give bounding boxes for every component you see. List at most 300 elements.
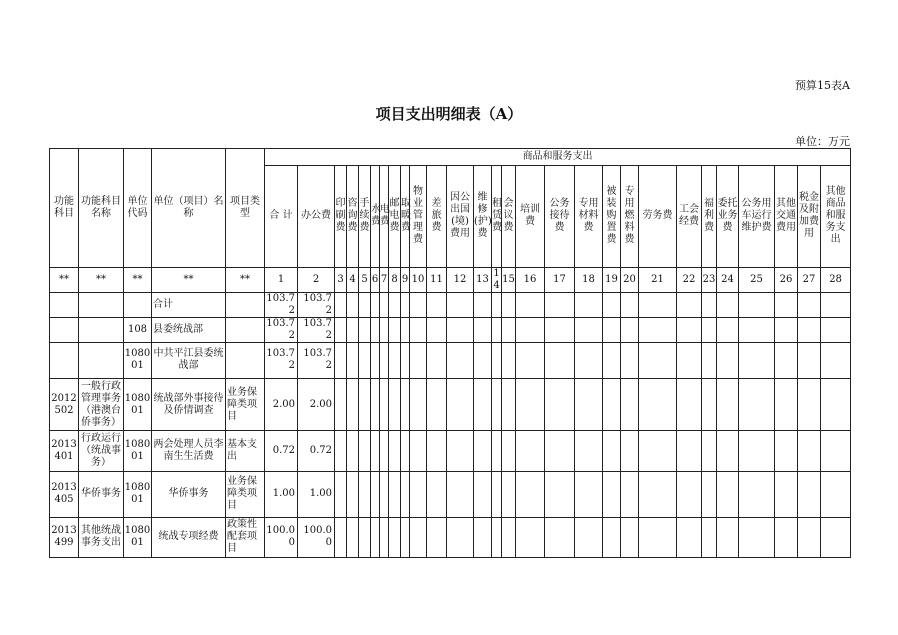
func-code-cell — [50, 317, 79, 342]
empty-cell — [359, 517, 371, 557]
empty-cell — [492, 292, 502, 317]
index-cell: 4 — [347, 267, 359, 292]
empty-cell — [401, 292, 410, 317]
func-code-cell: 2013499 — [50, 517, 79, 557]
empty-cell — [775, 471, 798, 517]
office-fee-cell: 1.00 — [298, 471, 335, 517]
empty-cell — [639, 517, 677, 557]
empty-cell — [621, 292, 639, 317]
office-fee-cell: 100.00 — [298, 517, 335, 557]
project-type-cell: 业务保障类项目 — [226, 471, 265, 517]
empty-cell — [621, 379, 639, 431]
index-cell: 2 — [298, 267, 335, 292]
empty-cell — [575, 379, 603, 431]
table-row — [50, 517, 851, 557]
empty-cell — [380, 379, 389, 431]
empty-cell — [702, 342, 717, 378]
index-cell: 16 — [516, 267, 545, 292]
empty-cell — [798, 317, 821, 342]
empty-cell — [545, 517, 575, 557]
empty-cell — [410, 292, 427, 317]
empty-cell — [639, 471, 677, 517]
table-row — [50, 431, 851, 471]
empty-cell — [371, 471, 380, 517]
empty-cell — [401, 471, 410, 517]
form-number: 预算15表A — [795, 79, 850, 92]
empty-cell — [639, 292, 677, 317]
header-unit-name: 单位（项目）名称 — [152, 149, 226, 268]
office-fee-cell: 103.72 — [298, 342, 335, 378]
empty-cell — [798, 292, 821, 317]
header-col-21: 劳务费 — [639, 166, 677, 267]
index-cell: 14 — [493, 267, 500, 291]
index-cell: ** — [50, 267, 79, 292]
unit-name-cell: 统战部外事接待及侨情调查 — [152, 379, 226, 431]
empty-cell — [359, 317, 371, 342]
empty-cell — [677, 471, 702, 517]
empty-cell — [380, 342, 389, 378]
empty-cell — [821, 471, 851, 517]
empty-cell — [516, 471, 545, 517]
empty-cell — [347, 292, 359, 317]
func-name-cell — [79, 292, 124, 317]
empty-cell — [739, 292, 775, 317]
empty-cell — [335, 342, 347, 378]
header-col-15: 会议费 — [502, 166, 516, 267]
empty-cell — [492, 317, 502, 342]
func-name-cell — [79, 342, 124, 378]
header-col-9: 取暖费 — [401, 166, 410, 267]
empty-cell — [492, 471, 502, 517]
index-cell: 8 — [389, 267, 401, 292]
total-cell: 0.72 — [265, 431, 298, 471]
empty-cell — [821, 379, 851, 431]
func-name-cell: 其他统战事务支出 — [79, 517, 124, 557]
empty-cell — [335, 471, 347, 517]
empty-cell — [380, 431, 389, 471]
empty-cell — [474, 317, 492, 342]
header-goods-services: 商品和服务支出 — [265, 149, 851, 166]
empty-cell — [427, 317, 447, 342]
index-cell: ** — [152, 267, 226, 292]
empty-cell — [639, 317, 677, 342]
empty-cell — [492, 517, 502, 557]
empty-cell — [502, 431, 516, 471]
table-row — [50, 342, 851, 378]
empty-cell — [474, 431, 492, 471]
index-cell: ** — [124, 267, 152, 292]
index-cell: 18 — [575, 267, 603, 292]
empty-cell — [702, 517, 717, 557]
empty-cell — [798, 342, 821, 378]
empty-cell — [380, 517, 389, 557]
project-type-cell — [226, 317, 265, 342]
empty-cell — [702, 317, 717, 342]
empty-cell — [739, 471, 775, 517]
empty-cell — [401, 517, 410, 557]
header-unit-code: 单位代码 — [124, 149, 152, 268]
empty-cell — [474, 471, 492, 517]
empty-cell — [347, 471, 359, 517]
empty-cell — [575, 292, 603, 317]
empty-cell — [371, 379, 380, 431]
empty-cell — [717, 317, 739, 342]
empty-cell — [575, 431, 603, 471]
empty-cell — [821, 431, 851, 471]
empty-cell — [516, 379, 545, 431]
empty-cell — [545, 471, 575, 517]
table-row — [50, 379, 851, 431]
header-col-11: 差旅费 — [427, 166, 447, 267]
empty-cell — [621, 342, 639, 378]
empty-cell — [603, 379, 621, 431]
index-cell: 28 — [821, 267, 851, 292]
header-col-28: 其他商品和服务支出 — [821, 166, 851, 267]
empty-cell — [427, 471, 447, 517]
empty-cell — [775, 292, 798, 317]
func-name-cell — [79, 317, 124, 342]
empty-cell — [447, 342, 474, 378]
empty-cell — [821, 292, 851, 317]
empty-cell — [380, 317, 389, 342]
unit-name-cell: 华侨事务 — [152, 471, 226, 517]
empty-cell — [702, 431, 717, 471]
header-col-14: 租赁费 — [492, 166, 502, 267]
empty-cell — [410, 471, 427, 517]
project-type-cell — [226, 342, 265, 378]
unit-code-cell: 108001 — [124, 517, 152, 557]
empty-cell — [702, 292, 717, 317]
unit-code-cell: 108001 — [124, 379, 152, 431]
empty-cell — [717, 379, 739, 431]
empty-cell — [639, 379, 677, 431]
unit-code-cell: 108001 — [124, 471, 152, 517]
office-fee-cell: 103.72 — [298, 292, 335, 317]
empty-cell — [603, 431, 621, 471]
empty-cell — [447, 517, 474, 557]
index-cell: 9 — [401, 267, 410, 292]
empty-cell — [621, 517, 639, 557]
office-fee-cell: 103.72 — [298, 317, 335, 342]
header-col-20: 专用燃料费 — [621, 166, 639, 267]
empty-cell — [371, 342, 380, 378]
table-row — [50, 292, 851, 317]
empty-cell — [575, 517, 603, 557]
empty-cell — [427, 431, 447, 471]
empty-cell — [821, 342, 851, 378]
empty-cell — [359, 431, 371, 471]
unit-name-cell: 中共平江县委统战部 — [152, 342, 226, 378]
expenditure-table — [49, 148, 851, 558]
empty-cell — [798, 431, 821, 471]
page-title: 项目支出明细表（A） — [375, 105, 523, 123]
empty-cell — [798, 379, 821, 431]
empty-cell — [474, 342, 492, 378]
header-col-26: 其他交通费用 — [775, 166, 798, 267]
project-type-cell: 业务保障类项目 — [226, 379, 265, 431]
empty-cell — [335, 292, 347, 317]
total-cell: 1.00 — [265, 471, 298, 517]
header-col-23: 福利费 — [702, 166, 717, 267]
total-cell: 103.72 — [265, 292, 298, 317]
empty-cell — [389, 471, 401, 517]
empty-cell — [502, 471, 516, 517]
index-cell: ** — [226, 267, 265, 292]
empty-cell — [347, 379, 359, 431]
header-func-name: 功能科目名称 — [79, 149, 124, 268]
empty-cell — [603, 517, 621, 557]
empty-cell — [717, 431, 739, 471]
func-code-cell — [50, 292, 79, 317]
empty-cell — [821, 517, 851, 557]
empty-cell — [775, 317, 798, 342]
empty-cell — [717, 342, 739, 378]
unit-code-cell: 108001 — [124, 342, 152, 378]
empty-cell — [775, 431, 798, 471]
empty-cell — [621, 431, 639, 471]
empty-cell — [545, 292, 575, 317]
index-cell: 3 — [335, 267, 347, 292]
empty-cell — [502, 379, 516, 431]
index-cell: 19 — [603, 267, 621, 292]
empty-cell — [389, 342, 401, 378]
unit-code-cell — [124, 292, 152, 317]
index-cell: 27 — [798, 267, 821, 292]
empty-cell — [359, 292, 371, 317]
empty-cell — [502, 517, 516, 557]
empty-cell — [798, 471, 821, 517]
empty-cell — [516, 317, 545, 342]
empty-cell — [775, 379, 798, 431]
empty-cell — [502, 292, 516, 317]
header-col-27: 税金及附加费用 — [798, 166, 821, 267]
empty-cell — [410, 317, 427, 342]
empty-cell — [702, 471, 717, 517]
empty-cell — [492, 342, 502, 378]
empty-cell — [427, 292, 447, 317]
project-type-cell: 政策性配套项目 — [226, 517, 265, 557]
empty-cell — [516, 517, 545, 557]
index-cell: 24 — [717, 267, 739, 292]
empty-cell — [516, 292, 545, 317]
empty-cell — [717, 471, 739, 517]
empty-cell — [702, 379, 717, 431]
header-col-12: 因公出国(境)费用 — [447, 166, 474, 267]
empty-cell — [401, 431, 410, 471]
empty-cell — [389, 431, 401, 471]
empty-cell — [821, 317, 851, 342]
unit-name-cell: 统战专项经费 — [152, 517, 226, 557]
empty-cell — [739, 517, 775, 557]
index-cell: 23 — [702, 267, 717, 292]
empty-cell — [359, 471, 371, 517]
empty-cell — [335, 431, 347, 471]
empty-cell — [545, 379, 575, 431]
empty-cell — [739, 317, 775, 342]
func-code-cell: 2013401 — [50, 431, 79, 471]
empty-cell — [427, 379, 447, 431]
empty-cell — [677, 342, 702, 378]
empty-cell — [447, 292, 474, 317]
empty-cell — [545, 317, 575, 342]
empty-cell — [335, 317, 347, 342]
empty-cell — [359, 379, 371, 431]
header-col-2: 办公费 — [298, 166, 335, 267]
header-col-7: 电费 — [380, 166, 389, 267]
unit-label: 单位：万元 — [795, 135, 850, 148]
office-fee-cell: 2.00 — [298, 379, 335, 431]
index-cell: 13 — [474, 267, 492, 292]
header-col-6: 水费 — [371, 166, 380, 267]
total-cell: 2.00 — [265, 379, 298, 431]
empty-cell — [717, 292, 739, 317]
total-cell: 100.00 — [265, 517, 298, 557]
empty-cell — [677, 517, 702, 557]
empty-cell — [410, 379, 427, 431]
project-type-cell — [226, 292, 265, 317]
unit-name-cell: 合计 — [152, 292, 226, 317]
index-row — [50, 267, 851, 292]
total-cell: 103.72 — [265, 342, 298, 378]
empty-cell — [677, 379, 702, 431]
office-fee-cell: 0.72 — [298, 431, 335, 471]
empty-cell — [621, 317, 639, 342]
unit-name-cell: 两会处理人员李南生生活费 — [152, 431, 226, 471]
empty-cell — [603, 471, 621, 517]
index-cell: 12 — [447, 267, 474, 292]
empty-cell — [492, 431, 502, 471]
empty-cell — [621, 471, 639, 517]
empty-cell — [410, 342, 427, 378]
empty-cell — [677, 431, 702, 471]
empty-cell — [545, 431, 575, 471]
empty-cell — [427, 342, 447, 378]
empty-cell — [739, 342, 775, 378]
index-cell: 26 — [775, 267, 798, 292]
empty-cell — [502, 317, 516, 342]
empty-cell — [639, 431, 677, 471]
empty-cell — [474, 379, 492, 431]
empty-cell — [359, 342, 371, 378]
header-col-24: 委托业务费 — [717, 166, 739, 267]
header-col-8: 邮电费 — [389, 166, 401, 267]
empty-cell — [575, 342, 603, 378]
header-col-22: 工会经费 — [677, 166, 702, 267]
unit-code-cell: 108 — [124, 317, 152, 342]
index-cell: 6 — [371, 267, 380, 292]
unit-code-cell: 108001 — [124, 431, 152, 471]
empty-cell — [492, 379, 502, 431]
empty-cell — [775, 342, 798, 378]
empty-cell — [447, 317, 474, 342]
empty-cell — [371, 317, 380, 342]
header-col-5: 手续费 — [359, 166, 371, 267]
empty-cell — [798, 517, 821, 557]
header-row-1 — [50, 149, 851, 166]
empty-cell — [347, 517, 359, 557]
index-cell: 1 — [265, 267, 298, 292]
empty-cell — [447, 471, 474, 517]
empty-cell — [389, 379, 401, 431]
empty-cell — [677, 317, 702, 342]
func-code-cell — [50, 342, 79, 378]
header-col-3: 印刷费 — [335, 166, 347, 267]
empty-cell — [401, 379, 410, 431]
index-cell: 22 — [677, 267, 702, 292]
table-row — [50, 317, 851, 342]
empty-cell — [474, 517, 492, 557]
empty-cell — [603, 317, 621, 342]
empty-cell — [516, 431, 545, 471]
empty-cell — [545, 342, 575, 378]
table-row — [50, 471, 851, 517]
func-code-cell: 2012502 — [50, 379, 79, 431]
header-col-19: 被装购置费 — [603, 166, 621, 267]
total-cell: 103.72 — [265, 317, 298, 342]
index-cell: 5 — [359, 267, 371, 292]
empty-cell — [739, 431, 775, 471]
index-cell: 17 — [545, 267, 575, 292]
empty-cell — [335, 379, 347, 431]
empty-cell — [447, 379, 474, 431]
index-cell: 10 — [410, 267, 427, 292]
index-cell: 7 — [380, 267, 389, 292]
empty-cell — [717, 517, 739, 557]
func-name-cell: 行政运行（统战事务） — [79, 431, 124, 471]
index-cell: 15 — [502, 267, 516, 292]
header-col-18: 专用材料费 — [575, 166, 603, 267]
empty-cell — [474, 292, 492, 317]
empty-cell — [775, 517, 798, 557]
header-col-1: 合 计 — [265, 166, 298, 267]
empty-cell — [427, 517, 447, 557]
project-type-cell: 基本支出 — [226, 431, 265, 471]
func-code-cell: 2013405 — [50, 471, 79, 517]
empty-cell — [603, 342, 621, 378]
empty-cell — [389, 517, 401, 557]
empty-cell — [380, 471, 389, 517]
index-cell: 20 — [621, 267, 639, 292]
index-cell: 21 — [639, 267, 677, 292]
header-col-4: 咨询费 — [347, 166, 359, 267]
header-project-type: 项目类型 — [226, 149, 265, 268]
empty-cell — [516, 342, 545, 378]
empty-cell — [371, 431, 380, 471]
header-func-code: 功能科目 — [50, 149, 79, 268]
header-col-25: 公务用车运行维护费 — [739, 166, 775, 267]
empty-cell — [401, 342, 410, 378]
empty-cell — [575, 471, 603, 517]
empty-cell — [335, 517, 347, 557]
empty-cell — [371, 517, 380, 557]
empty-cell — [401, 317, 410, 342]
empty-cell — [639, 342, 677, 378]
func-name-cell: 一般行政管理事务（港澳台侨事务） — [79, 379, 124, 431]
index-cell: 25 — [739, 267, 775, 292]
empty-cell — [380, 292, 389, 317]
empty-cell — [502, 342, 516, 378]
empty-cell — [677, 292, 702, 317]
empty-cell — [410, 431, 427, 471]
empty-cell — [447, 431, 474, 471]
empty-cell — [603, 292, 621, 317]
empty-cell — [347, 342, 359, 378]
header-col-10: 物业管理费 — [410, 166, 427, 267]
empty-cell — [347, 431, 359, 471]
func-name-cell: 华侨事务 — [79, 471, 124, 517]
index-cell: 11 — [427, 267, 447, 292]
empty-cell — [347, 317, 359, 342]
